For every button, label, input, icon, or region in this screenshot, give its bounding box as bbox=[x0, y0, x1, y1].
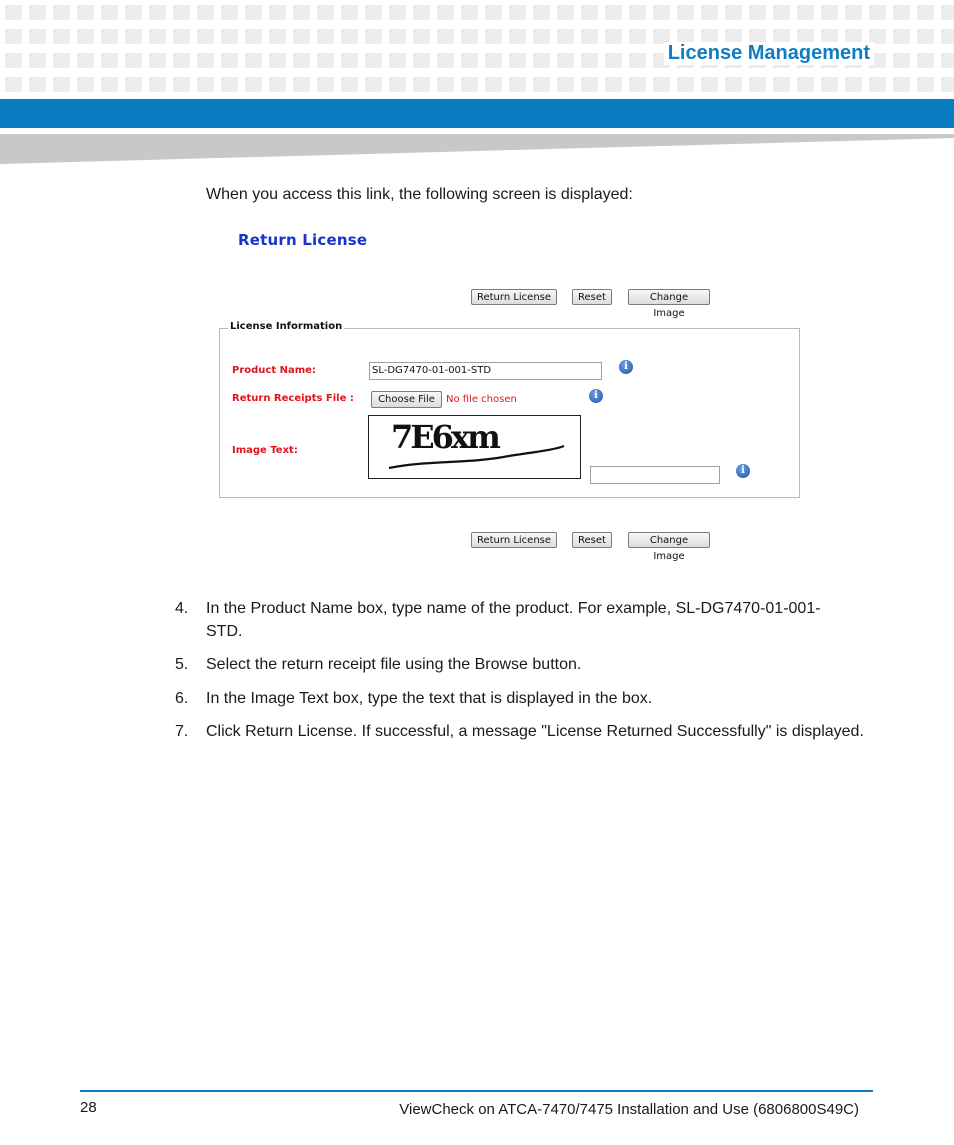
step-text: Select the return receipt file using the Browse button. bbox=[206, 656, 582, 673]
pattern-square bbox=[629, 77, 646, 92]
return-license-title: Return License bbox=[238, 231, 368, 249]
pattern-square bbox=[245, 53, 262, 68]
pattern-square bbox=[317, 5, 334, 20]
pattern-square bbox=[485, 5, 502, 20]
pattern-square bbox=[437, 29, 454, 44]
pattern-square bbox=[29, 5, 46, 20]
pattern-square bbox=[5, 29, 22, 44]
pattern-square bbox=[53, 53, 70, 68]
pattern-square bbox=[773, 5, 790, 20]
pattern-square bbox=[125, 53, 142, 68]
reset-button-top[interactable]: Reset bbox=[572, 289, 612, 305]
product-name-info-icon[interactable]: i bbox=[619, 360, 633, 374]
pattern-square bbox=[749, 5, 766, 20]
pattern-square bbox=[581, 29, 598, 44]
return-license-button-top[interactable]: Return License bbox=[471, 289, 557, 305]
pattern-square bbox=[125, 29, 142, 44]
change-image-button-bottom[interactable]: Change Image bbox=[628, 532, 710, 548]
captcha-text: 7E6xm bbox=[391, 418, 498, 456]
pattern-square bbox=[485, 29, 502, 44]
pattern-square bbox=[485, 77, 502, 92]
pattern-square bbox=[941, 77, 954, 92]
pattern-square bbox=[5, 5, 22, 20]
pattern-square bbox=[221, 53, 238, 68]
pattern-square bbox=[557, 53, 574, 68]
pattern-square bbox=[101, 5, 118, 20]
pattern-square bbox=[917, 77, 934, 92]
step-text: Click Return License. If successful, a message "License Returned Successfully" is displayed. bbox=[206, 723, 864, 740]
step-text: In the Image Text box, type the text that is displayed in the box. bbox=[206, 690, 653, 707]
image-text-info-icon[interactable]: i bbox=[736, 464, 750, 478]
image-text-input[interactable] bbox=[590, 466, 720, 484]
pattern-square bbox=[197, 29, 214, 44]
pattern-square bbox=[701, 5, 718, 20]
step-number: 6. bbox=[175, 690, 189, 707]
change-image-button-top[interactable]: Change Image bbox=[628, 289, 710, 305]
fieldset-legend: License Information bbox=[230, 321, 343, 332]
pattern-square bbox=[221, 77, 238, 92]
pattern-square bbox=[197, 77, 214, 92]
pattern-square bbox=[389, 53, 406, 68]
pattern-square bbox=[941, 53, 954, 68]
pattern-square bbox=[101, 77, 118, 92]
pattern-square bbox=[365, 29, 382, 44]
pattern-square bbox=[461, 29, 478, 44]
pattern-square bbox=[437, 5, 454, 20]
pattern-square bbox=[413, 77, 430, 92]
header-wedge bbox=[0, 128, 954, 164]
pattern-square bbox=[389, 77, 406, 92]
pattern-square bbox=[125, 5, 142, 20]
pattern-square bbox=[221, 5, 238, 20]
pattern-square bbox=[173, 77, 190, 92]
pattern-square bbox=[197, 5, 214, 20]
pattern-square bbox=[389, 29, 406, 44]
pattern-square bbox=[269, 77, 286, 92]
pattern-square bbox=[725, 77, 742, 92]
pattern-square bbox=[533, 5, 550, 20]
pattern-square bbox=[149, 29, 166, 44]
pattern-square bbox=[605, 53, 622, 68]
pattern-square bbox=[893, 29, 910, 44]
pattern-square bbox=[293, 29, 310, 44]
pattern-square bbox=[605, 5, 622, 20]
step-text: In the Product Name box, type name of the product. For example, SL-DG7470-01-001- bbox=[206, 600, 821, 617]
pattern-square bbox=[509, 5, 526, 20]
pattern-square bbox=[701, 77, 718, 92]
no-file-chosen-text: No file chosen bbox=[446, 394, 517, 405]
pattern-square bbox=[797, 5, 814, 20]
pattern-square bbox=[821, 5, 838, 20]
pattern-square bbox=[893, 77, 910, 92]
return-receipts-file-label: Return Receipts File : bbox=[232, 393, 354, 404]
pattern-square bbox=[341, 77, 358, 92]
pattern-square bbox=[629, 53, 646, 68]
pattern-square bbox=[677, 5, 694, 20]
reset-button-bottom[interactable]: Reset bbox=[572, 532, 612, 548]
pattern-square bbox=[173, 53, 190, 68]
pattern-square bbox=[245, 77, 262, 92]
pattern-square bbox=[893, 53, 910, 68]
pattern-square bbox=[845, 77, 862, 92]
pattern-square bbox=[101, 29, 118, 44]
pattern-square bbox=[509, 77, 526, 92]
pattern-square bbox=[317, 77, 334, 92]
pattern-square bbox=[173, 5, 190, 20]
pattern-square bbox=[437, 53, 454, 68]
pattern-square bbox=[245, 29, 262, 44]
pattern-square bbox=[509, 53, 526, 68]
pattern-square bbox=[341, 53, 358, 68]
pattern-square bbox=[581, 77, 598, 92]
pattern-square bbox=[533, 77, 550, 92]
pattern-square bbox=[269, 29, 286, 44]
pattern-square bbox=[77, 29, 94, 44]
pattern-square bbox=[437, 77, 454, 92]
pattern-square bbox=[269, 53, 286, 68]
pattern-square bbox=[197, 53, 214, 68]
pattern-square bbox=[797, 77, 814, 92]
pattern-square bbox=[845, 5, 862, 20]
pattern-square bbox=[533, 53, 550, 68]
pattern-square bbox=[869, 77, 886, 92]
pattern-square bbox=[341, 5, 358, 20]
product-name-input[interactable]: SL-DG7470-01-001-STD bbox=[369, 362, 602, 380]
intro-paragraph: When you access this link, the following screen is displayed: bbox=[206, 186, 633, 203]
step-text-continued: STD. bbox=[206, 623, 243, 640]
pattern-square bbox=[557, 5, 574, 20]
pattern-square bbox=[125, 77, 142, 92]
pattern-square bbox=[533, 29, 550, 44]
image-text-label: Image Text: bbox=[232, 445, 298, 456]
pattern-square bbox=[77, 5, 94, 20]
pattern-square bbox=[893, 5, 910, 20]
pattern-square bbox=[149, 77, 166, 92]
pattern-square bbox=[653, 5, 670, 20]
pattern-square bbox=[245, 5, 262, 20]
pattern-square bbox=[221, 29, 238, 44]
pattern-square bbox=[917, 29, 934, 44]
captcha-strike-line bbox=[369, 416, 582, 480]
pattern-square bbox=[581, 53, 598, 68]
pattern-square bbox=[293, 53, 310, 68]
pattern-square bbox=[725, 5, 742, 20]
pattern-square bbox=[773, 77, 790, 92]
pattern-square bbox=[461, 53, 478, 68]
pattern-square bbox=[53, 5, 70, 20]
pattern-square bbox=[941, 5, 954, 20]
pattern-square bbox=[917, 53, 934, 68]
product-name-label: Product Name: bbox=[232, 365, 316, 376]
pattern-square bbox=[413, 53, 430, 68]
pattern-square bbox=[29, 77, 46, 92]
pattern-square bbox=[653, 77, 670, 92]
pattern-square bbox=[293, 5, 310, 20]
pattern-square bbox=[365, 77, 382, 92]
pattern-square bbox=[629, 5, 646, 20]
pattern-square bbox=[101, 53, 118, 68]
pattern-square bbox=[365, 53, 382, 68]
pattern-square bbox=[629, 29, 646, 44]
pattern-square bbox=[461, 5, 478, 20]
pattern-square bbox=[29, 29, 46, 44]
pattern-square bbox=[389, 5, 406, 20]
step-number: 7. bbox=[175, 723, 189, 740]
pattern-square bbox=[29, 53, 46, 68]
pattern-square bbox=[317, 53, 334, 68]
pattern-square bbox=[461, 77, 478, 92]
pattern-square bbox=[317, 29, 334, 44]
pattern-square bbox=[821, 77, 838, 92]
step-number: 5. bbox=[175, 656, 189, 673]
pattern-square bbox=[53, 77, 70, 92]
pattern-square bbox=[173, 29, 190, 44]
pattern-square bbox=[605, 77, 622, 92]
footer-rule bbox=[80, 1090, 873, 1092]
choose-file-button[interactable]: Choose File bbox=[371, 391, 442, 408]
pattern-square bbox=[5, 53, 22, 68]
pattern-square bbox=[413, 29, 430, 44]
pattern-square bbox=[557, 77, 574, 92]
pattern-square bbox=[869, 5, 886, 20]
pattern-square bbox=[557, 29, 574, 44]
pattern-square bbox=[149, 5, 166, 20]
pattern-square bbox=[341, 29, 358, 44]
pattern-square bbox=[77, 53, 94, 68]
captcha-image bbox=[368, 415, 581, 479]
pattern-square bbox=[413, 5, 430, 20]
pattern-square bbox=[293, 77, 310, 92]
pattern-square bbox=[605, 29, 622, 44]
pattern-square bbox=[941, 29, 954, 44]
pattern-square bbox=[677, 77, 694, 92]
pattern-square bbox=[365, 5, 382, 20]
pattern-square bbox=[269, 5, 286, 20]
pattern-square bbox=[509, 29, 526, 44]
pattern-square bbox=[917, 5, 934, 20]
pattern-square bbox=[77, 77, 94, 92]
step-number: 4. bbox=[175, 600, 189, 617]
pattern-square bbox=[5, 77, 22, 92]
page-number: 28 bbox=[80, 1099, 97, 1116]
footer-document-title: ViewCheck on ATCA-7470/7475 Installation and Use (6806800S49C) bbox=[399, 1101, 859, 1118]
header-band bbox=[0, 99, 954, 128]
section-title: License Management bbox=[664, 42, 874, 65]
pattern-square bbox=[749, 77, 766, 92]
pattern-square bbox=[149, 53, 166, 68]
pattern-square bbox=[485, 53, 502, 68]
return-receipts-info-icon[interactable]: i bbox=[589, 389, 603, 403]
pattern-square bbox=[581, 5, 598, 20]
return-license-button-bottom[interactable]: Return License bbox=[471, 532, 557, 548]
pattern-square bbox=[53, 29, 70, 44]
return-license-screenshot bbox=[218, 225, 818, 565]
